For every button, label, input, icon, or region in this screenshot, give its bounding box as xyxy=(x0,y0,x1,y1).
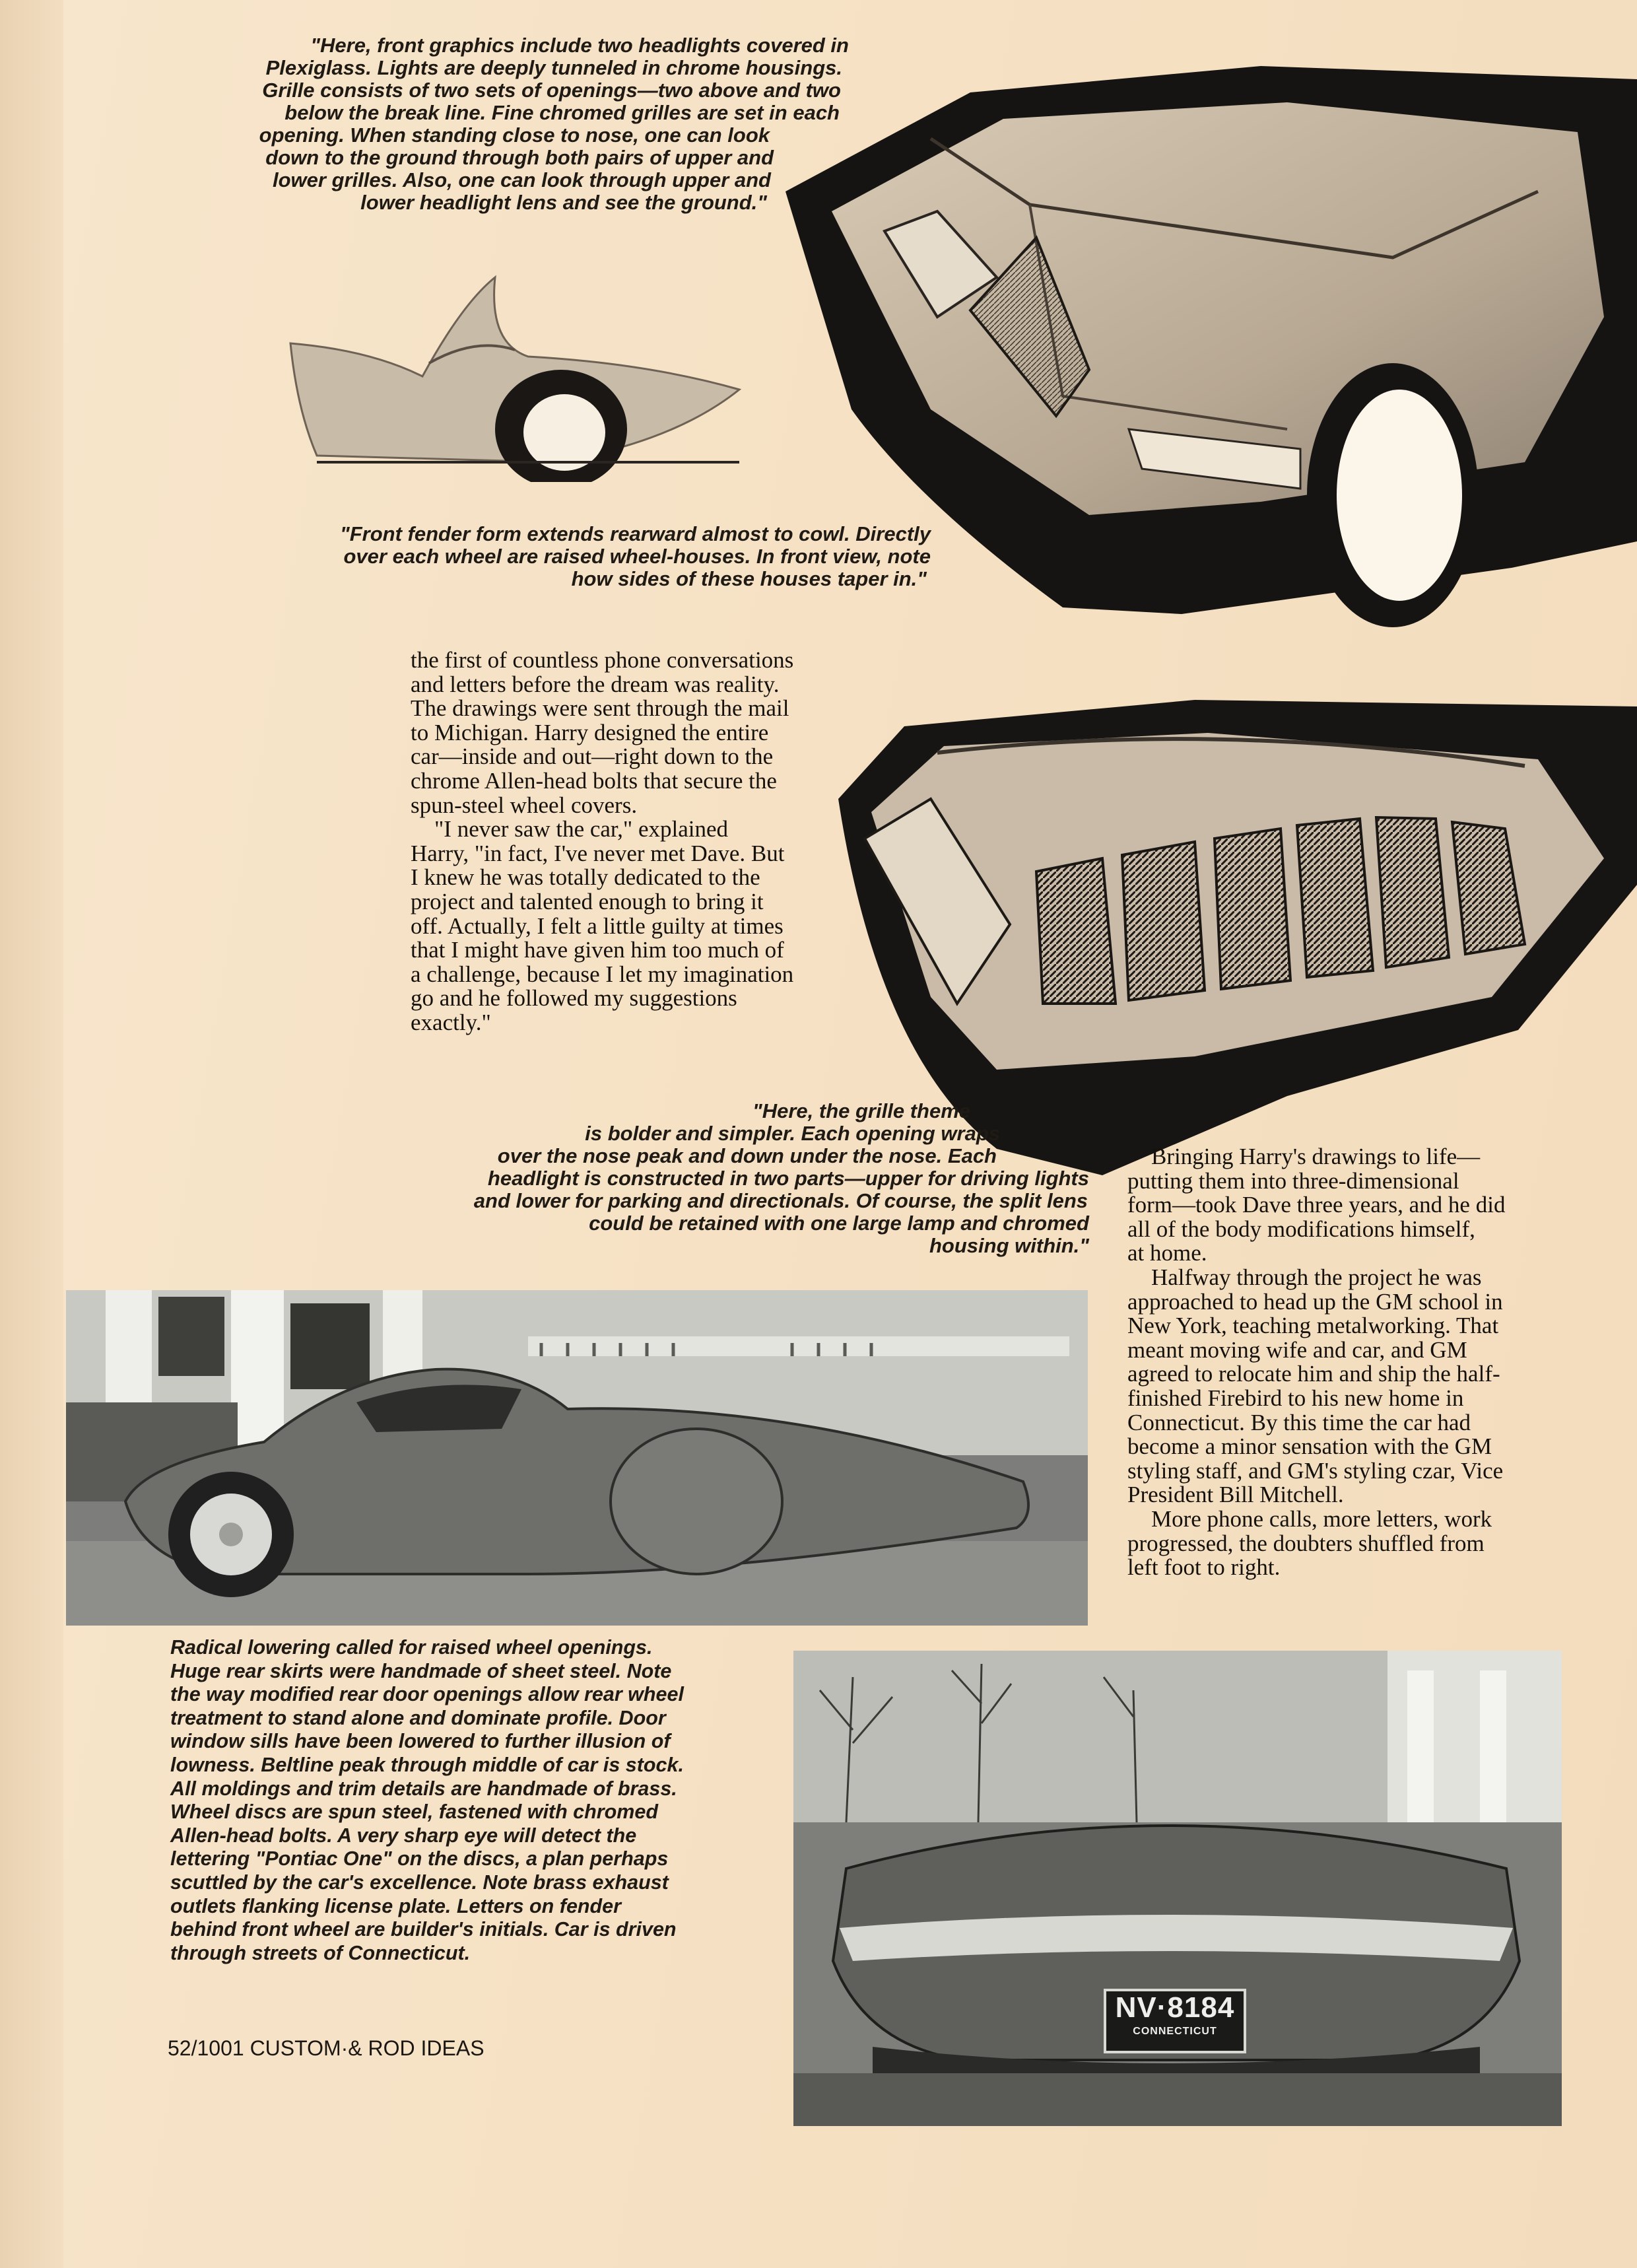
story-column-2: Bringing Harry's drawings to life— putting them into three-dimensional form—took Dave three years, and he did all of the body modifications himself, at home. Halfway through the project he was approached to head up the GM school in New York, teaching metalworking. That meant moving wife and car, and GM agreed to relocate him and ship the half- finished Firebird to his new home in Connecticut. By this time the car had become a minor sensation with the GM styling staff, and GM's styling czar, Vice President Bill Mitchell. More phone calls, more letters, work progressed, the doubters shuffled from left foot to right. xyxy=(1127,1144,1506,1581)
caption-grille-headlights: "Here, front graphics include two headlights covered in Plexiglass. Lights are deeply tunneled in chrome housings. Grille consists of two sets of openings—two above and two below the break line. Fine chromed grilles are set in each opening. When standing close to nose, one can look down to the ground through both pairs of upper and lower grilles. Also, one can look through upper and lower headlight lens and see the ground." xyxy=(259,34,849,214)
binding-edge xyxy=(0,0,63,2268)
story-column-1: the first of countless phone conversations and letters before the dream was reality. The drawings were sent through the mail to Michigan. Harry designed the entire car—inside and out—right down to the chrome Allen-head bolts that secure the spun-steel wheel covers. "I never saw the car," explained Harry, "in fact, I've never met Dave. But I knew he was totally dedicated to the project and talented enough to bring it off. Actually, I felt a little guilty at times that I might have given him too much of a challenge, because I let my imagination go and he followed my suggestions exactly." xyxy=(411,647,794,1035)
caption-front-fender: "Front fender form extends rearward almost to cowl. Directly over each wheel are raised wheel-houses. In front view, note how sides of these houses taper in." xyxy=(340,522,931,590)
caption-grille-theme: "Here, the grille theme is bolder and simpler. Each opening wraps over the nose peak and down under the nose. Each headlight is constructed in two parts—upper for driving lights and lower for parking and directionals. Of course, the split lens could be retained with one large lamp and chromed housing within." xyxy=(473,1099,1089,1257)
photo-rear-view xyxy=(793,1651,1562,2126)
license-plate: NV·8184 CONNECTICUT xyxy=(1104,1989,1246,2053)
photo-side-profile xyxy=(66,1290,1088,1626)
page-folio: 52/1001 CUSTOM·& ROD IDEAS xyxy=(168,2036,484,2060)
caption-radical-lowering: Radical lowering called for raised wheel openings. Huge rear skirts were handmade of sheet steel. Note the way modified rear door openings allow rear wheel treatment to stand alone and dominate profile. Door window sills have been lowered to further illusion of lowness. Beltline peak through middle of car is stock. All moldings and trim details are handmade of brass. Wheel discs are spun steel, fastened with chromed Allen-head bolts. A very sharp eye will detect the lettering "Pontiac One" on the discs, a plan perhaps scuttled by the car's excellence. Note brass exhaust outlets flanking license plate. Letters on fender behind front wheel are builder's initials. Car is driven through streets of Connecticut. xyxy=(170,1636,684,1964)
sketch-side-profile xyxy=(277,264,752,482)
